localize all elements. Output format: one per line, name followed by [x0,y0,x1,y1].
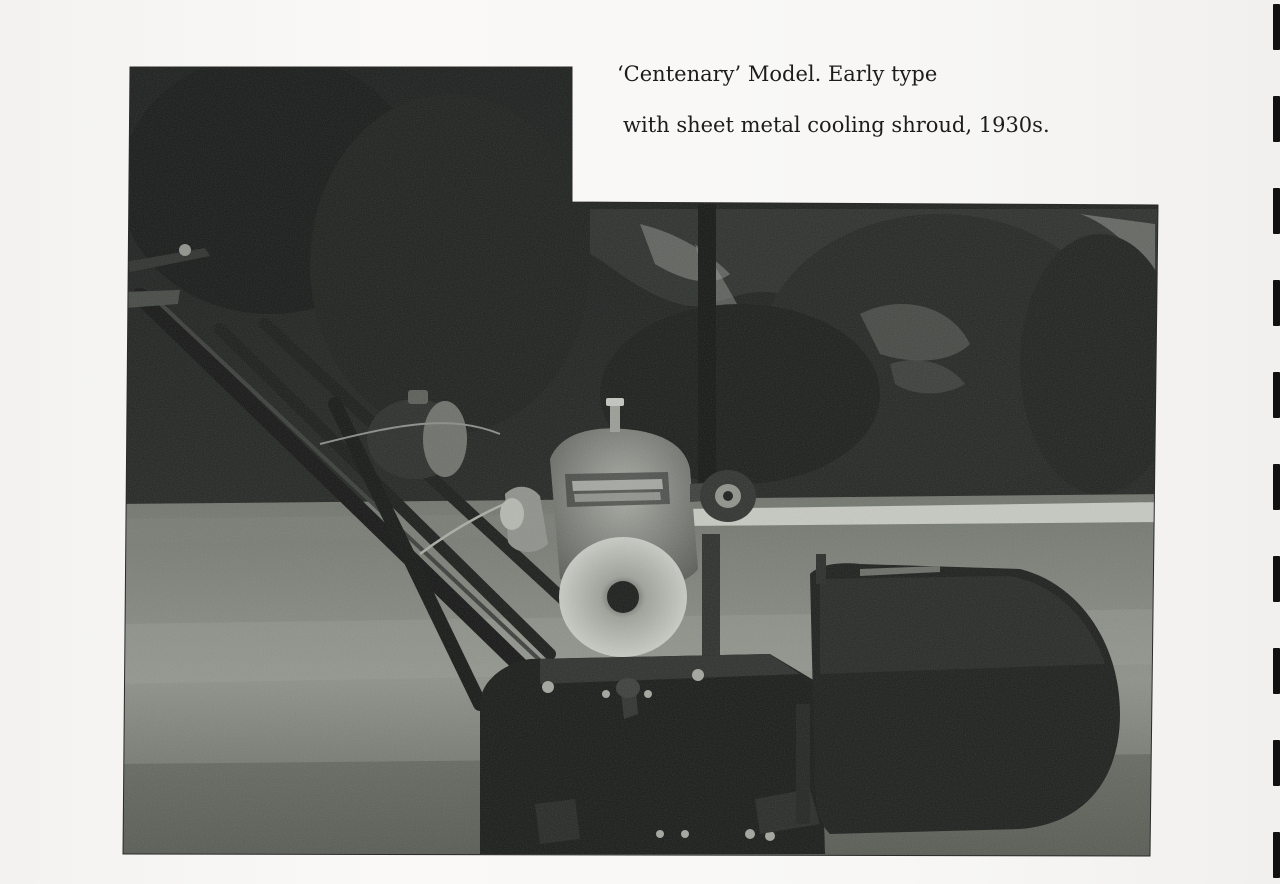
binder-hole [1273,556,1280,602]
binder-hole [1273,4,1280,50]
binder-hole [1273,280,1280,326]
caption-line-1: ‘Centenary’ Model. Early type [617,62,938,86]
binder-hole [1273,464,1280,510]
caption-line-2: with sheet metal cooling shroud, 1930s. [623,113,1050,138]
binder-hole [1273,832,1280,878]
binder-holes [1268,0,1280,884]
binder-hole [1273,648,1280,694]
mower-photograph [120,64,1165,864]
binder-hole [1273,740,1280,786]
binder-hole [1273,188,1280,234]
binder-hole [1273,372,1280,418]
bleed-through-marks [300,0,460,60]
binder-hole [1273,96,1280,142]
